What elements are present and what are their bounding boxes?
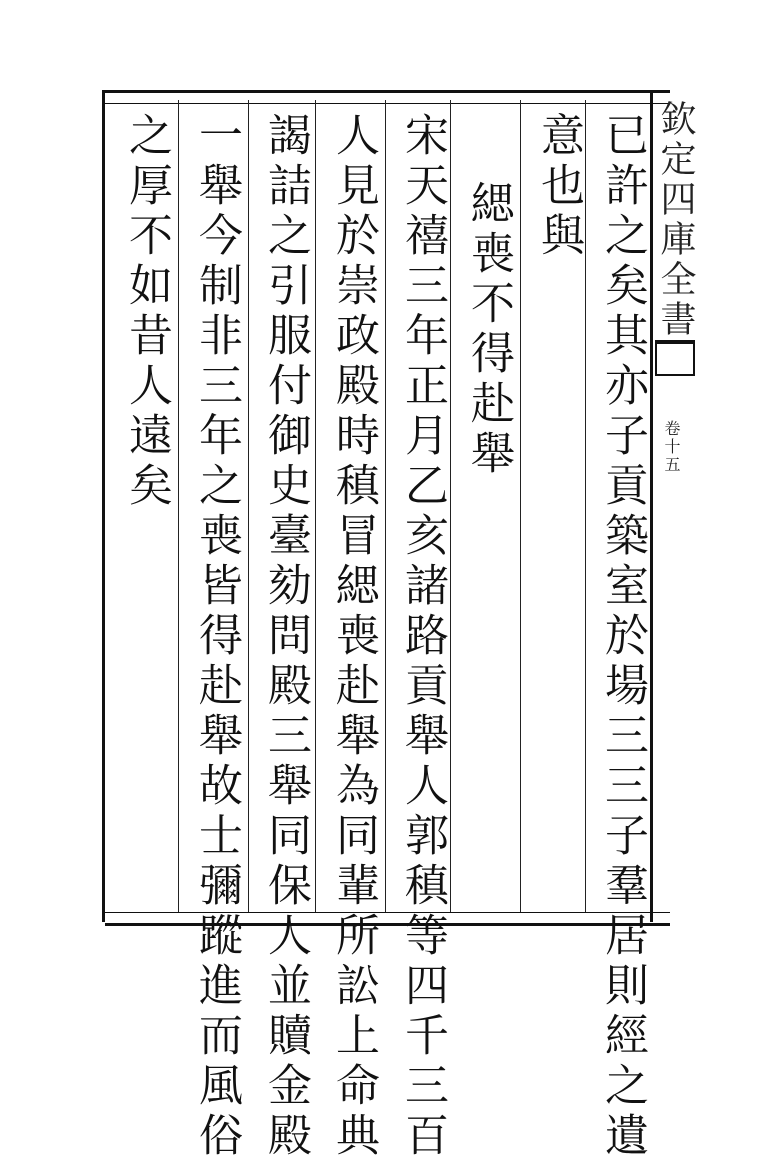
frame-left-border	[102, 90, 105, 922]
column-rule	[248, 100, 249, 912]
column-rule	[385, 100, 386, 912]
text-column-7: 一舉今制非三年之喪皆得赴舉故士彌蹤進而風俗	[191, 112, 242, 1162]
column-rule	[315, 100, 316, 912]
margin-book-title: 欽定四庫全書	[655, 100, 696, 340]
margin-fishtail-mark	[655, 342, 695, 376]
text-column-2: 意也與	[533, 112, 584, 262]
text-column-5: 人見於崇政殿時稹冒緦喪赴舉為同輩所訟上命典	[328, 112, 379, 1162]
margin-volume-label: 卷十五	[662, 420, 681, 474]
text-column-4: 宋天禧三年正月乙亥諸路貢舉人郭稹等四千三百	[397, 112, 448, 1162]
text-column-6: 謁詰之引服付御史臺劾問殿三舉同保人並贖金殿	[260, 112, 311, 1162]
column-rule	[178, 100, 179, 912]
text-column-8: 之厚不如昔人遠矣	[121, 112, 172, 512]
column-rule	[520, 100, 521, 912]
section-heading: 緦喪不得赴舉	[463, 180, 514, 480]
text-column-1: 已許之矣其亦子貢築室於場三三子羣居則經之遺	[597, 112, 648, 1162]
